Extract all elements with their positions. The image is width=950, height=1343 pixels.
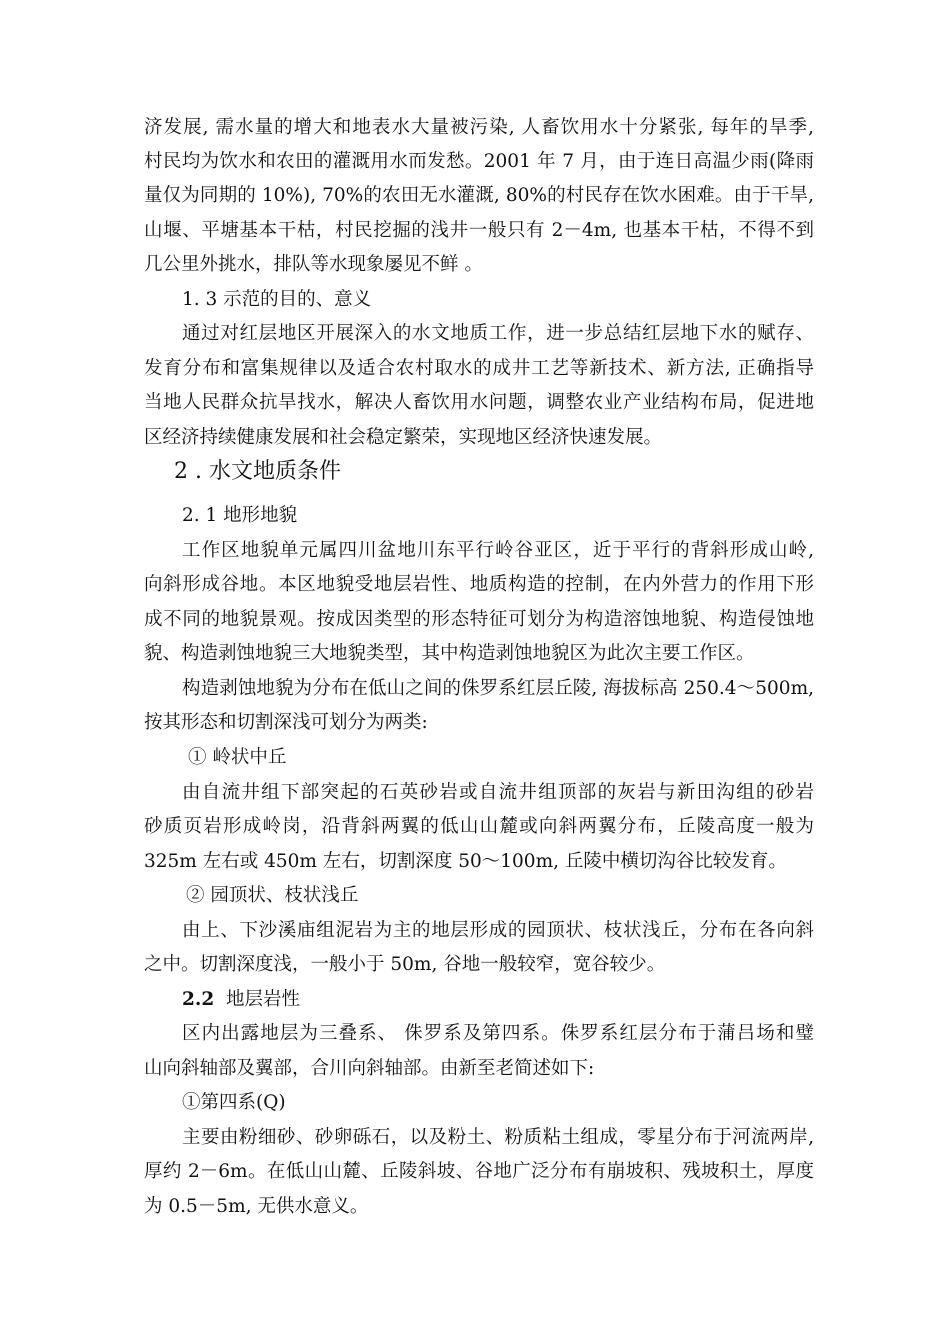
paragraph-line: 村民均为饮水和农田的灌溉用水而发愁。2001 年 7 月，由于连日高温少雨(降雨 [144,151,814,172]
section-heading-1-3: 1. 3 示范的目的、意义 [182,289,372,310]
paragraph-line: 貌、构造剥蚀地貌三大地貌类型，其中构造剥蚀地貌区为此次主要工作区。 [144,643,755,664]
section-title: 地层岩性 [225,989,300,1010]
paragraph-line: 发育分布和富集规律以及适合农村取水的成井工艺等新技术、新方法, 正确指导 [144,358,814,379]
paragraph-line: 为 0.5－5m, 无供水意义。 [144,1196,369,1217]
paragraph-line: 通过对红层地区开展深入的水文地质工作，进一步总结红层地下水的赋存、 [182,323,814,344]
list-item-heading: ② 园顶状、枝状浅丘 [186,885,359,906]
paragraph-line: 由上、下沙溪庙组泥岩为主的地层形成的园顶状、枝状浅丘，分布在各向斜 [182,920,814,941]
list-item-heading: ①第四系(Q) [182,1092,286,1113]
paragraph-line: 山向斜轴部及翼部，合川向斜轴部。由新至老简述如下: [144,1058,595,1079]
paragraph-line: 构造剥蚀地貌为分布在低山之间的侏罗系红层丘陵, 海拔标高 250.4～500m, [182,678,814,699]
paragraph-line: 区内出露地层为三叠系、 侏罗系及第四系。侏罗系红层分布于蒲吕场和璧 [182,1023,814,1044]
paragraph-line: 向斜形成谷地。本区地貌受地层岩性、地质构造的控制，在内外营力的作用下形 [144,574,814,595]
paragraph-line: 济发展, 需水量的增大和地表水大量被污染, 人畜饮用水十分紧张, 每年的旱季, [144,117,814,138]
paragraph-line: 之中。切割深度浅，一般小于 50m, 谷地一般较窄，宽谷较少。 [144,954,666,975]
paragraph-line: 厚约 2－6m。在低山山麓、丘陵斜坡、谷地广泛分布有崩坡积、残坡积土，厚度 [144,1161,814,1182]
paragraph-line: 主要由粉细砂、砂卵砾石，以及粉土、粉质粘土组成，零星分布于河流两岸, [182,1127,814,1148]
section-heading-2-1: 2. 1 地形地貌 [182,505,298,526]
paragraph-line: 成不同的地貌景观。按成因类型的形态特征可划分为构造溶蚀地貌、构造侵蚀地 [144,609,814,630]
paragraph-line: 量仅为同期的 10%), 70%的农田无水灌溉, 80%的村民存在饮水困难。由于干旱, [144,185,814,206]
paragraph-line: 325m 左右或 450m 左右，切割深度 50～100m, 丘陵中横切沟谷比较发育。 [144,851,787,872]
paragraph-line: 区经济持续健康发展和社会稳定繁荣，实现地区经济快速发展。 [144,427,663,448]
paragraph-line: 由自流井组下部突起的石英砂岩或自流井组顶部的灰岩与新田沟组的砂岩 [182,782,814,803]
section-number: 2.2 [182,989,215,1010]
list-item-heading: ① 岭状中丘 [188,747,287,768]
paragraph-line: 砂质页岩形成岭岗，沿背斜两翼的低山山麓或向斜两翼分布，丘陵高度一般为 [144,816,814,837]
paragraph-line: 工作区地貌单元属四川盆地川东平行岭谷亚区，近于平行的背斜形成山岭, [182,540,814,561]
paragraph-line: 几公里外挑水，排队等水现象屡见不鲜 。 [144,254,483,275]
paragraph-line: 当地人民群众抗旱找水，解决人畜饮用水问题，调整农业产业结构布局，促进地 [144,392,814,413]
paragraph-line: 按其形态和切割深浅可划分为两类: [144,712,428,733]
chapter-heading-2: 2 . 水文地质条件 [174,459,341,484]
section-heading-2-2 [182,987,852,1013]
paragraph-line: 山堰、平塘基本干枯，村民挖掘的浅井一般只有 2－4m, 也基本干枯，不得不到 [144,220,814,241]
